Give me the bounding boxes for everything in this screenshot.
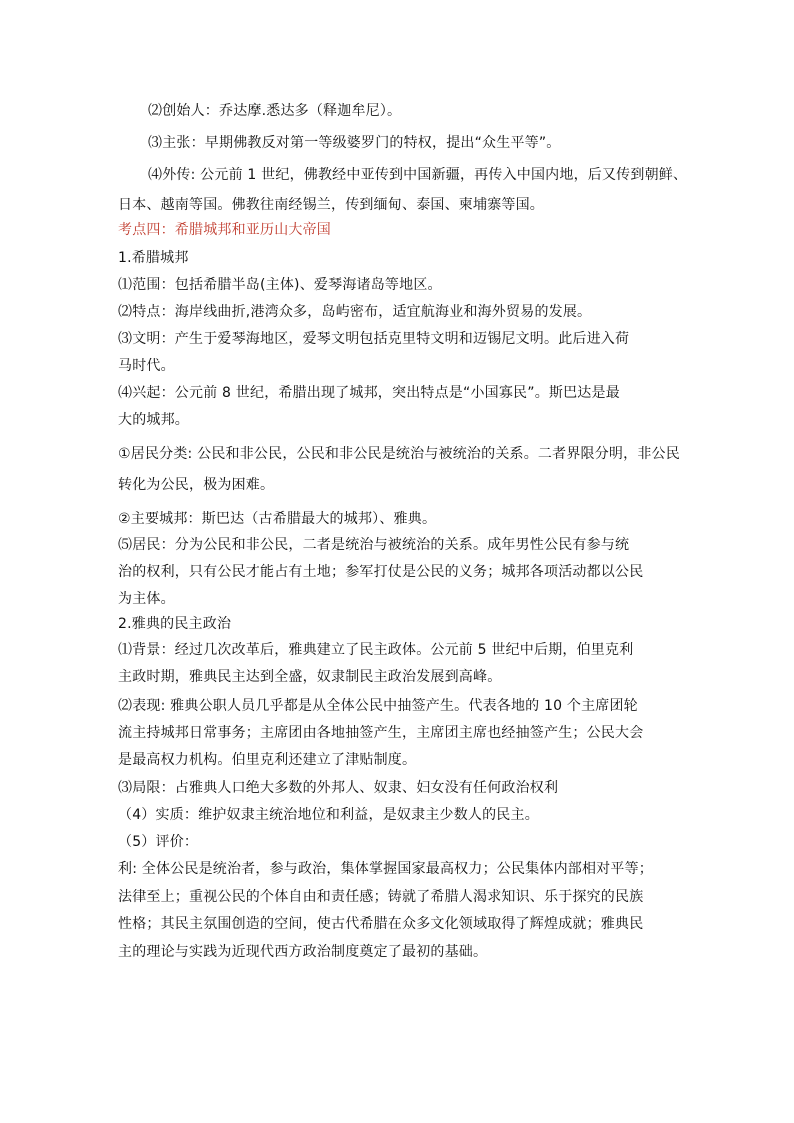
athens-eval-line1: 利: 全体公民是统治者，参与政治，集体掌握国家最高权力；公民集体内部相对平等； [118, 861, 653, 877]
athens-manifest-line2: 流主持城邦日常事务；主席团由各地抽签产生，主席团主席也经抽签产生；公民大会 [118, 725, 644, 741]
athens-manifest-line1: ⑵表现: 雅典公职人员几乎都是从全体公民中抽签产生。代表各地的 10 个主席团轮 [118, 698, 638, 714]
city-states-civilization-line2: 马时代。 [118, 358, 175, 374]
athens-background-line1: ⑴背景：经过几次改革后，雅典建立了民主政体。公元前 5 世纪中后期，伯里克利 [118, 642, 634, 658]
city-states-rise-line2: 大的城邦。 [118, 412, 189, 428]
athens-eval-line3: 性格；其民主氛围创造的空间，使古代希腊在众多文化领域取得了辉煌成就；雅典民 [118, 916, 644, 932]
athens-eval-line4: 主的理论与实践为近现代西方政治制度奠定了最初的基础。 [118, 944, 488, 960]
buddhism-founder: ⑵创始人：乔达摩.悉达多（释迦牟尼）。 [148, 103, 402, 119]
buddhism-spread-line1: ⑷外传: 公元前 1 世纪，佛教经中亚传到中国新疆，再传入中国内地，后又传到朝鲜、 [148, 167, 688, 183]
residents-line1: ⑸居民：分为公民和非公民，二者是统治与被统治的关系。成年男性公民有参与统 [118, 537, 630, 553]
city-states-civilization-line1: ⑶文明：产生于爱琴海地区，爱琴文明包括克里特文明和迈锡尼文明。此后进入荷 [118, 331, 630, 347]
athens-heading: 2.雅典的民主政治 [118, 616, 232, 632]
athens-essence: （4）实质：维护奴隶主统治地位和利益，是奴隶主少数人的民主。 [118, 807, 539, 823]
athens-background-line2: 主政时期，雅典民主达到全盛，奴隶制民主政治发展到高峰。 [118, 669, 502, 685]
city-states-features: ⑵特点：海岸线曲折,港湾众多，岛屿密布，适宜航海业和海外贸易的发展。 [118, 304, 592, 320]
residents-class-line1: ①居民分类: 公民和非公民，公民和非公民是统治与被统治的关系。二者界限分明，非公民 [118, 446, 680, 462]
buddhism-spread-line2: 日本、越南等国。佛教往南经锡兰，传到缅甸、泰国、柬埔寨等国。 [118, 197, 544, 213]
section-title: 考点四：希腊城邦和亚历山大帝国 [118, 222, 331, 238]
city-states-scope: ⑴范围：包括希腊半岛(主体)、爱琴海诸岛等地区。 [118, 277, 442, 293]
buddhism-claims: ⑶主张：早期佛教反对第一等级婆罗门的特权，提出“众生平等”。 [148, 135, 561, 151]
residents-class-line2: 转化为公民，极为困难。 [118, 477, 275, 493]
main-city-states: ②主要城邦：斯巴达（古希腊最大的城邦）、雅典。 [118, 511, 437, 527]
athens-manifest-line3: 是最高权力机构。伯里克利还建立了津贴制度。 [118, 752, 417, 768]
athens-limits: ⑶局限：占雅典人口绝大多数的外邦人、奴隶、妇女没有任何政治权利 [118, 780, 559, 796]
athens-evaluation-heading: （5）评价： [118, 834, 199, 850]
city-states-heading: 1.希腊城邦 [118, 250, 189, 266]
athens-eval-line2: 法律至上；重视公民的个体自由和责任感；铸就了希腊人渴求知识、乐于探究的民族 [118, 889, 644, 905]
residents-line3: 为主体。 [118, 591, 175, 607]
residents-line2: 治的权利，只有公民才能占有土地；参军打仗是公民的义务；城邦各项活动都以公民 [118, 564, 644, 580]
city-states-rise-line1: ⑷兴起：公元前 8 世纪，希腊出现了城邦，突出特点是“小国寡民”。斯巴达是最 [118, 385, 620, 401]
